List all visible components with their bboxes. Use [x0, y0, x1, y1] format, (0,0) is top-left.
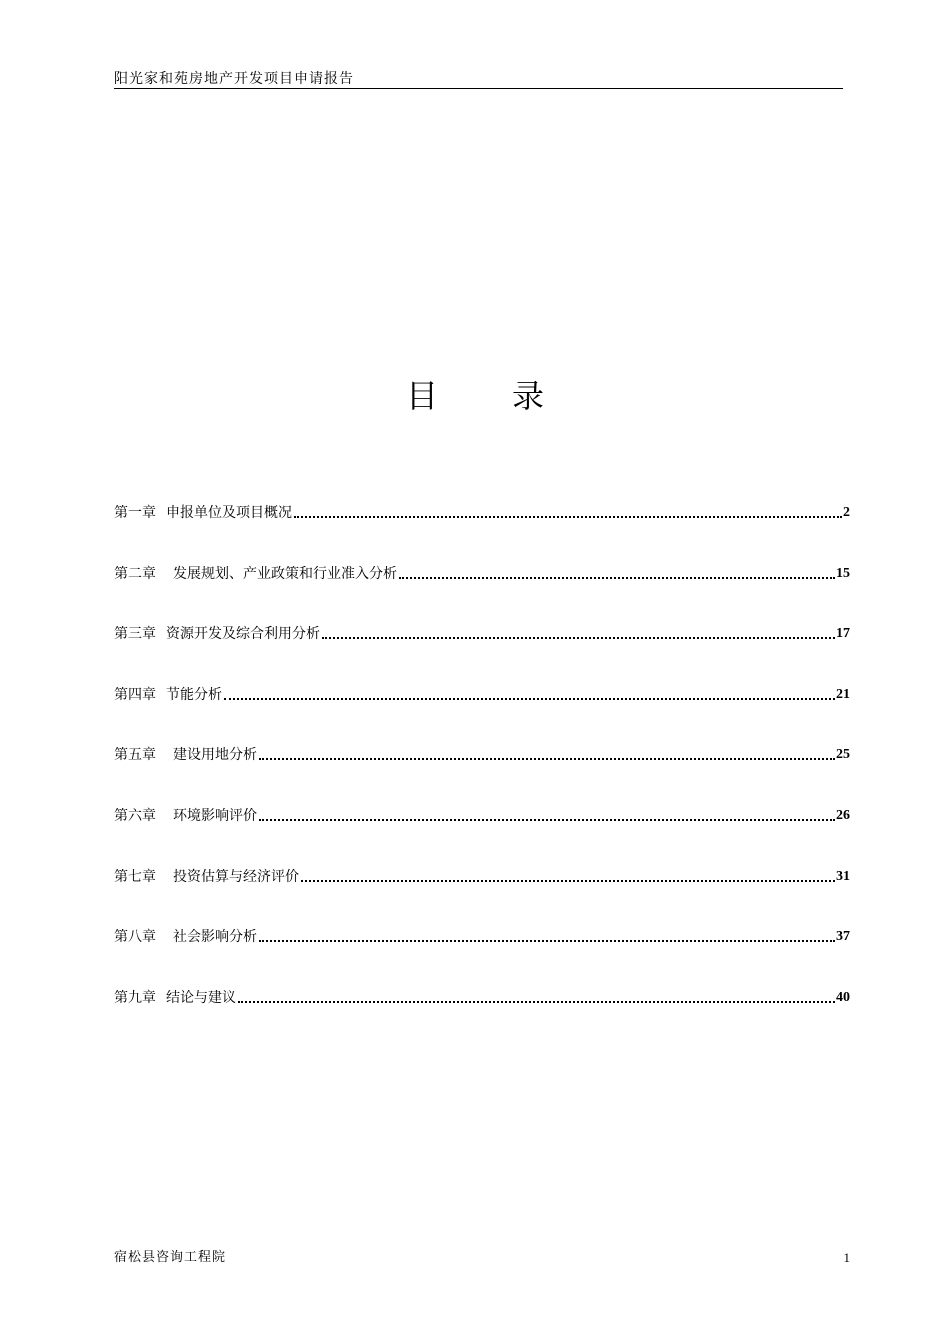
toc-entry[interactable]: [114, 500, 850, 526]
toc-page-number: 2: [843, 505, 850, 520]
toc-chapter-heading: 环境影响评价: [173, 807, 257, 824]
toc-chapter-number: 第二章: [114, 565, 156, 582]
toc-chapter-number: 第六章: [114, 807, 156, 824]
toc-entry[interactable]: [114, 803, 850, 829]
toc-title: 目录: [405, 377, 618, 415]
toc-entry[interactable]: [114, 621, 850, 647]
toc-chapter-heading: 建设用地分析: [173, 747, 257, 764]
toc-chapter-number: 第三章: [114, 626, 156, 643]
toc-page-number: 15: [836, 565, 850, 581]
toc-dot-leader: [301, 880, 835, 882]
toc-entry[interactable]: [114, 682, 850, 708]
toc-entry[interactable]: [114, 924, 850, 950]
toc-dot-leader: [259, 758, 835, 760]
toc-page-number: 26: [836, 807, 850, 823]
footer-page-number: 1: [843, 1250, 850, 1265]
toc-page-number: 37: [836, 929, 850, 945]
toc-page-number: 21: [836, 686, 850, 702]
toc-dot-leader: [224, 698, 835, 700]
toc-entry[interactable]: [114, 742, 850, 768]
toc-entry[interactable]: [114, 561, 850, 587]
toc-dot-leader: [294, 516, 842, 518]
toc-chapter-number: 第一章: [114, 505, 156, 521]
toc-entry[interactable]: [114, 864, 850, 890]
toc-chapter-number: 第七章: [114, 868, 156, 885]
toc-chapter-number: 第八章: [114, 929, 156, 946]
toc-dot-leader: [238, 1001, 835, 1003]
toc-chapter-heading: 社会影响分析: [173, 929, 257, 946]
toc-chapter-heading: 发展规划、产业政策和行业准入分析: [173, 565, 397, 582]
toc-chapter-number: 第九章: [114, 989, 156, 1006]
toc-chapter-heading: 申报单位及项目概况: [166, 505, 292, 521]
toc-chapter-heading: 节能分析: [166, 686, 222, 703]
page-header: [114, 70, 843, 89]
toc-dot-leader: [322, 637, 835, 639]
toc-chapter-heading: 资源开发及综合利用分析: [166, 626, 320, 643]
toc-page-number: 25: [836, 747, 850, 763]
toc-chapter-number: 第五章: [114, 747, 156, 764]
toc-chapter-number: 第四章: [114, 686, 156, 703]
toc-page-number: 40: [836, 989, 850, 1005]
footer-organization: 宿松县咨询工程院: [114, 1250, 227, 1265]
table-of-contents: [114, 500, 850, 1045]
toc-chapter-heading: 结论与建议: [166, 989, 236, 1006]
toc-chapter-heading: 投资估算与经济评价: [173, 868, 299, 885]
toc-entry[interactable]: [114, 985, 850, 1011]
toc-dot-leader: [399, 577, 835, 579]
toc-page-number: 17: [836, 626, 850, 642]
toc-dot-leader: [259, 940, 835, 942]
toc-dot-leader: [259, 819, 835, 821]
report-title: 阳光家和苑房地产开发项目申请报告: [114, 71, 354, 87]
toc-page-number: 31: [836, 868, 850, 884]
